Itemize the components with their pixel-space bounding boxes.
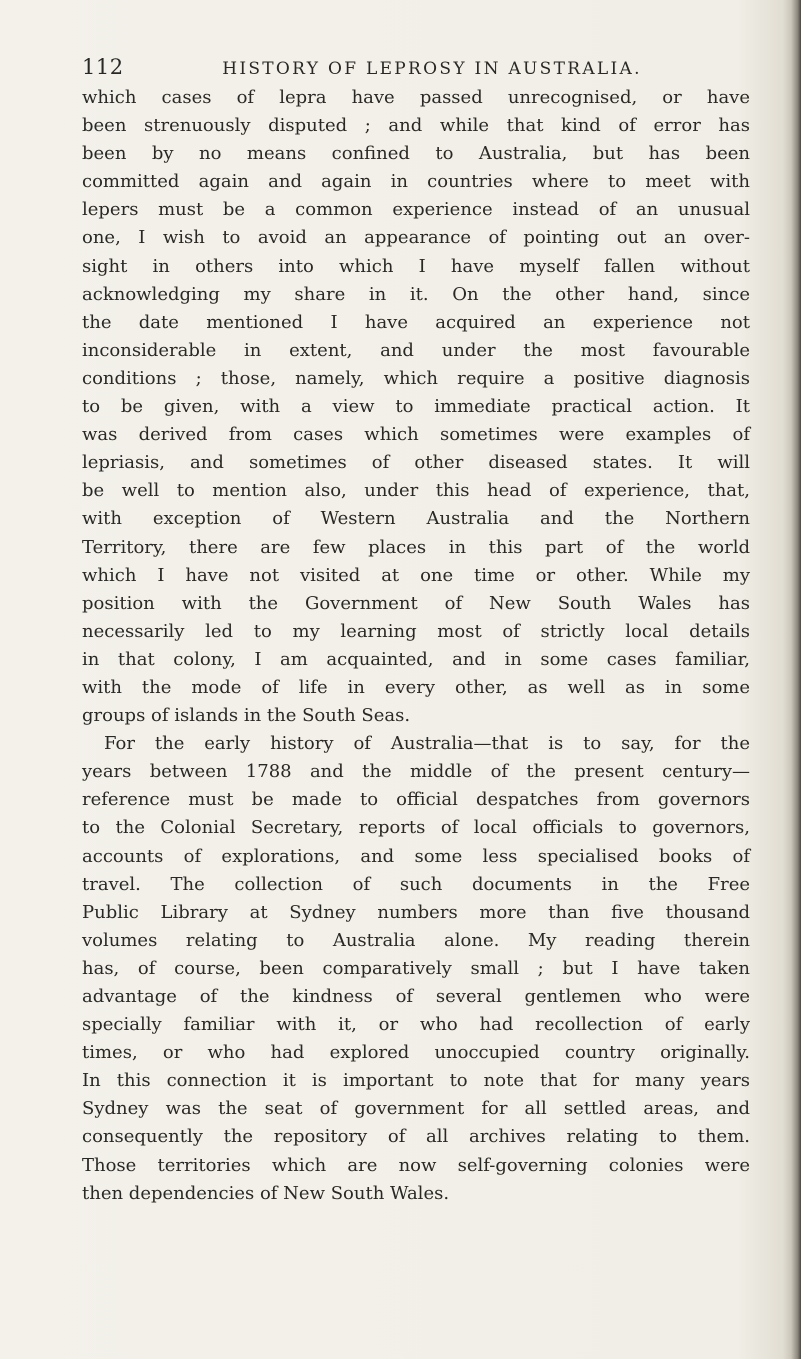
text-line: been strenuously disputed ; and while that kind of error has: [82, 115, 750, 137]
text-line: For the early history of Australia—that is to say, for the: [104, 733, 750, 755]
page-header: [82, 55, 762, 87]
text-line: In this connection it is important to note that for many years: [82, 1070, 750, 1092]
text-line: volumes relating to Australia alone. My reading therein: [82, 929, 750, 951]
text-line: been by no means confined to Australia, but has been: [82, 143, 750, 165]
text-line: inconsiderable in extent, and under the most favourable: [82, 339, 750, 361]
text-line: advantage of the kindness of several gentlemen who were: [82, 986, 750, 1007]
text-line: conditions ; those, namely, which require a positive diagnosis: [82, 367, 750, 389]
text-line: acknowledging my share in it. On the other hand, since: [82, 283, 750, 305]
text-line: Sydney was the seat of government for all settled areas, and: [82, 1098, 750, 1120]
text-line: with the mode of life in every other, as well as in some: [82, 676, 750, 698]
running-head: HISTORY OF LEPROSY IN AUSTRALIA.: [222, 59, 642, 79]
text-line: necessarily led to my learning most of strictly local details: [82, 620, 750, 642]
text-line: lepriasis, and sometimes of other diseased states. It will: [82, 452, 750, 474]
text-line: committed again and again in countries where to meet with: [82, 171, 750, 193]
text-line: to the Colonial Secretary, reports of local officials to governors,: [82, 817, 750, 839]
text-line: Public Library at Sydney numbers more than five thousand: [82, 901, 750, 923]
text-line: was derived from cases which sometimes were examples of: [82, 424, 750, 446]
text-line: groups of islands in the South Seas.: [82, 705, 411, 727]
text-line: travel. The collection of such documents in the Free: [82, 873, 750, 895]
text-line: which cases of lepra have passed unrecognised, or have: [82, 87, 750, 108]
text-line: Territory, there are few places in this part of the world: [82, 536, 750, 558]
text-line: which I have not visited at one time or other. While my: [82, 564, 750, 586]
body-text: [82, 84, 750, 1208]
text-line: one, I wish to avoid an appearance of pointing out an over-: [82, 227, 750, 249]
text-line: in that colony, I am acquainted, and in some cases familiar,: [82, 648, 750, 670]
page-number: 112: [82, 55, 124, 79]
page-edge-shadow: [783, 0, 801, 1359]
text-line: the date mentioned I have acquired an experience not: [82, 311, 750, 333]
text-line: specially familiar with it, or who had recollection of early: [82, 1014, 750, 1036]
text-line: sight in others into which I have myself fallen without: [82, 255, 750, 277]
text-line: then dependencies of New South Wales.: [82, 1182, 450, 1204]
text-line: Those territories which are now self-governing colonies were: [82, 1154, 750, 1176]
text-line: position with the Government of New South Wales has: [82, 592, 750, 614]
text-line: be well to mention also, under this head of experience, that,: [82, 480, 750, 502]
text-line: to be given, with a view to immediate practical action. It: [82, 396, 750, 418]
text-line: lepers must be a common experience instead of an unusual: [82, 199, 750, 221]
text-line: with exception of Western Australia and the Northern: [82, 508, 750, 530]
text-line: has, of course, been comparatively small ; but I have taken: [82, 957, 750, 979]
text-line: reference must be made to official despatches from governors: [82, 789, 750, 811]
text-line: accounts of explorations, and some less specialised books of: [82, 845, 750, 867]
text-line: times, or who had explored unoccupied country originally.: [82, 1042, 750, 1064]
text-line: consequently the repository of all archives relating to them.: [82, 1126, 750, 1148]
text-line: years between 1788 and the middle of the present century—: [82, 761, 750, 783]
